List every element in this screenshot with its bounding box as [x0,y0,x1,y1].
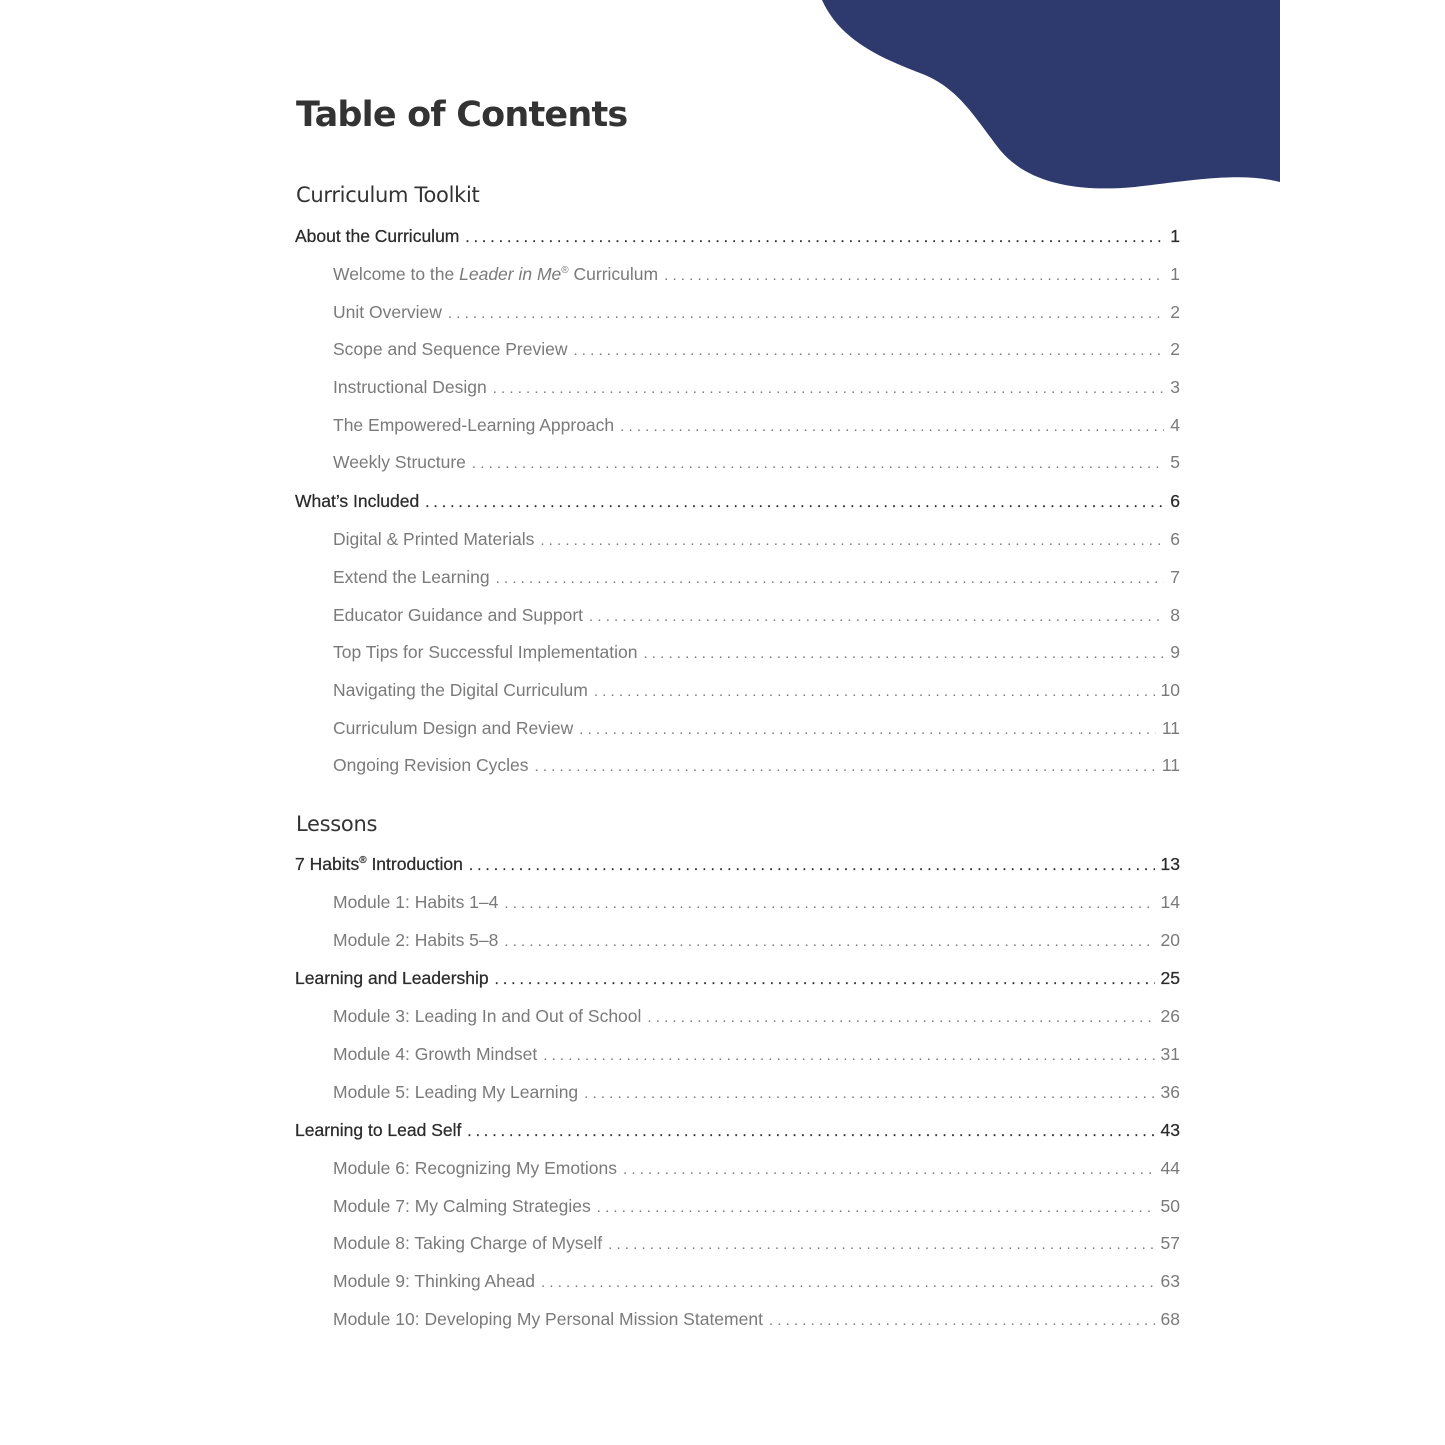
toc-page-number: 25 [1160,968,1180,988]
toc-entry-module-6[interactable] [333,1156,1180,1180]
toc-page-number: 36 [1160,1082,1180,1102]
toc-entry-top-tips[interactable] [333,640,1180,664]
toc-page-number: 4 [1170,415,1180,435]
toc-entry-label [295,852,463,876]
toc-entry-lead-self[interactable] [295,1118,1180,1142]
registered-mark: ® [561,265,569,277]
toc-entry-label: Module 5: Leading My Learning [333,1082,579,1102]
toc-entry-design-review[interactable] [333,716,1180,740]
toc-entry-label: The Empowered-Learning Approach [333,415,615,435]
toc-entry-label: Module 10: Developing My Personal Mission Statement [333,1309,763,1329]
toc-entry-empowered-learning[interactable] [333,413,1180,437]
toc-entry-label: What’s Included [295,491,420,511]
toc-entry-label: Educator Guidance and Support [333,605,584,625]
toc-page-number: 8 [1170,605,1180,625]
toc-entry-label: Extend the Learning [333,567,490,587]
dot-leader [608,1233,1154,1257]
intro-prefix: 7 Habits [295,854,360,874]
toc-page-number: 26 [1160,1006,1180,1026]
toc-page-number: 20 [1160,930,1180,950]
toc-page-number: 44 [1160,1158,1180,1178]
toc-page-number: 1 [1170,226,1180,246]
blob-shape [822,0,1280,188]
registered-mark: ® [359,855,367,867]
toc-entry-label [333,262,658,286]
toc-entry-label: Navigating the Digital Curriculum [333,680,588,700]
dot-leader [620,415,1164,439]
welcome-suffix: Curriculum [568,264,659,284]
toc-page-number: 63 [1160,1271,1180,1291]
toc-entry-7-habits-intro[interactable] [295,852,1180,876]
toc-page-number: 7 [1170,567,1180,587]
dot-leader [535,755,1156,779]
decorative-blob [0,0,1445,260]
toc-page-number: 6 [1170,491,1180,511]
toc-page-number: 31 [1160,1044,1180,1064]
toc-page-number: 50 [1160,1196,1180,1216]
toc-entry-digital-printed[interactable] [333,527,1180,551]
toc-entry-label: Module 7: My Calming Strategies [333,1196,591,1216]
toc-entry-label: Curriculum Design and Review [333,718,574,738]
toc-page-number: 11 [1161,718,1180,738]
toc-entry-extend-learning[interactable] [333,565,1180,589]
toc-entry-welcome[interactable] [333,262,1180,286]
dot-leader [597,1196,1155,1220]
toc-entry-module-10[interactable] [333,1307,1180,1331]
dot-leader [573,339,1164,363]
toc-entry-about-curriculum[interactable] [295,224,1180,248]
dot-leader [769,1309,1155,1333]
dot-leader [448,302,1164,326]
dot-leader [469,854,1155,878]
toc-entry-label: Module 4: Growth Mindset [333,1044,538,1064]
toc-entry-module-1[interactable] [333,890,1180,914]
toc-entry-label: Module 2: Habits 5–8 [333,930,499,950]
welcome-italic: Leader in Me [459,264,562,284]
toc-entry-module-8[interactable] [333,1231,1180,1255]
dot-leader [664,264,1164,288]
toc-entry-label: About the Curriculum [295,226,460,246]
toc-entry-label: Learning and Leadership [295,968,489,988]
intro-suffix: Introduction [366,854,463,874]
toc-entry-label: Ongoing Revision Cycles [333,755,529,775]
toc-entry-label: Module 1: Habits 1–4 [333,892,499,912]
toc-entry-scope-sequence[interactable] [333,337,1180,361]
toc-entry-weekly-structure[interactable] [333,450,1180,474]
toc-page-number: 43 [1160,1120,1180,1140]
toc-entry-label: Instructional Design [333,377,487,397]
toc-entry-label: Module 8: Taking Charge of Myself [333,1233,603,1253]
toc-entry-module-9[interactable] [333,1269,1180,1293]
toc-entry-educator-guidance[interactable] [333,603,1180,627]
toc-entry-label: Learning to Lead Self [295,1120,462,1140]
toc-page-number: 14 [1160,892,1180,912]
toc-entry-module-4[interactable] [333,1042,1180,1066]
dot-leader [594,680,1155,704]
dot-leader [465,226,1164,250]
toc-entry-module-2[interactable] [333,928,1180,952]
toc-entry-module-5[interactable] [333,1080,1180,1104]
toc-page-number: 10 [1160,680,1180,700]
toc-page-number: 2 [1170,339,1180,359]
toc-page-number: 3 [1170,377,1180,397]
page-title: Table of Contents [296,95,628,135]
dot-leader [623,1158,1155,1182]
toc-entry-label: Top Tips for Successful Implementation [333,642,638,662]
toc-page-number: 57 [1160,1233,1180,1253]
dot-leader [541,1271,1154,1295]
dot-leader [467,1120,1154,1144]
toc-page-number: 68 [1160,1309,1180,1329]
toc-page-number: 6 [1170,529,1180,549]
toc-page-number: 9 [1170,642,1180,662]
toc-entry-navigating-digital[interactable] [333,678,1180,702]
dot-leader [584,1082,1154,1106]
section-heading-toolkit: Curriculum Toolkit [296,183,480,207]
dot-leader [543,1044,1154,1068]
toc-entry-instructional-design[interactable] [333,375,1180,399]
toc-entry-label: Scope and Sequence Preview [333,339,568,359]
dot-leader [643,642,1164,666]
toc-entry-learning-leadership[interactable] [295,966,1180,990]
dot-leader [540,529,1164,553]
toc-entry-label: Module 6: Recognizing My Emotions [333,1158,618,1178]
toc-entry-label: Module 9: Thinking Ahead [333,1271,536,1291]
toc-entry-module-3[interactable] [333,1004,1180,1028]
dot-leader [495,968,1155,992]
toc-entry-unit-overview[interactable] [333,300,1180,324]
toc-entry-whats-included[interactable] [295,489,1180,513]
dot-leader [493,377,1165,401]
dot-leader [425,491,1164,515]
toc-page-number: 5 [1170,452,1180,472]
toc-entry-label: Digital & Printed Materials [333,529,535,549]
toc-page-number: 13 [1160,854,1180,874]
toc-page-number: 11 [1161,755,1180,775]
dot-leader [496,567,1165,591]
section-heading-lessons: Lessons [296,812,378,836]
dot-leader [589,605,1164,629]
toc-entry-label: Unit Overview [333,302,442,322]
welcome-prefix: Welcome to the [333,264,460,284]
dot-leader [472,452,1164,476]
toc-entry-label: Module 3: Leading In and Out of School [333,1006,642,1026]
toc-page-number: 1 [1170,264,1180,284]
toc-page-number: 2 [1170,302,1180,322]
toc-entry-revision-cycles[interactable] [333,753,1180,777]
dot-leader [504,892,1154,916]
toc-entry-label: Weekly Structure [333,452,466,472]
toc-entry-module-7[interactable] [333,1194,1180,1218]
dot-leader [647,1006,1154,1030]
dot-leader [579,718,1156,742]
dot-leader [504,930,1154,954]
